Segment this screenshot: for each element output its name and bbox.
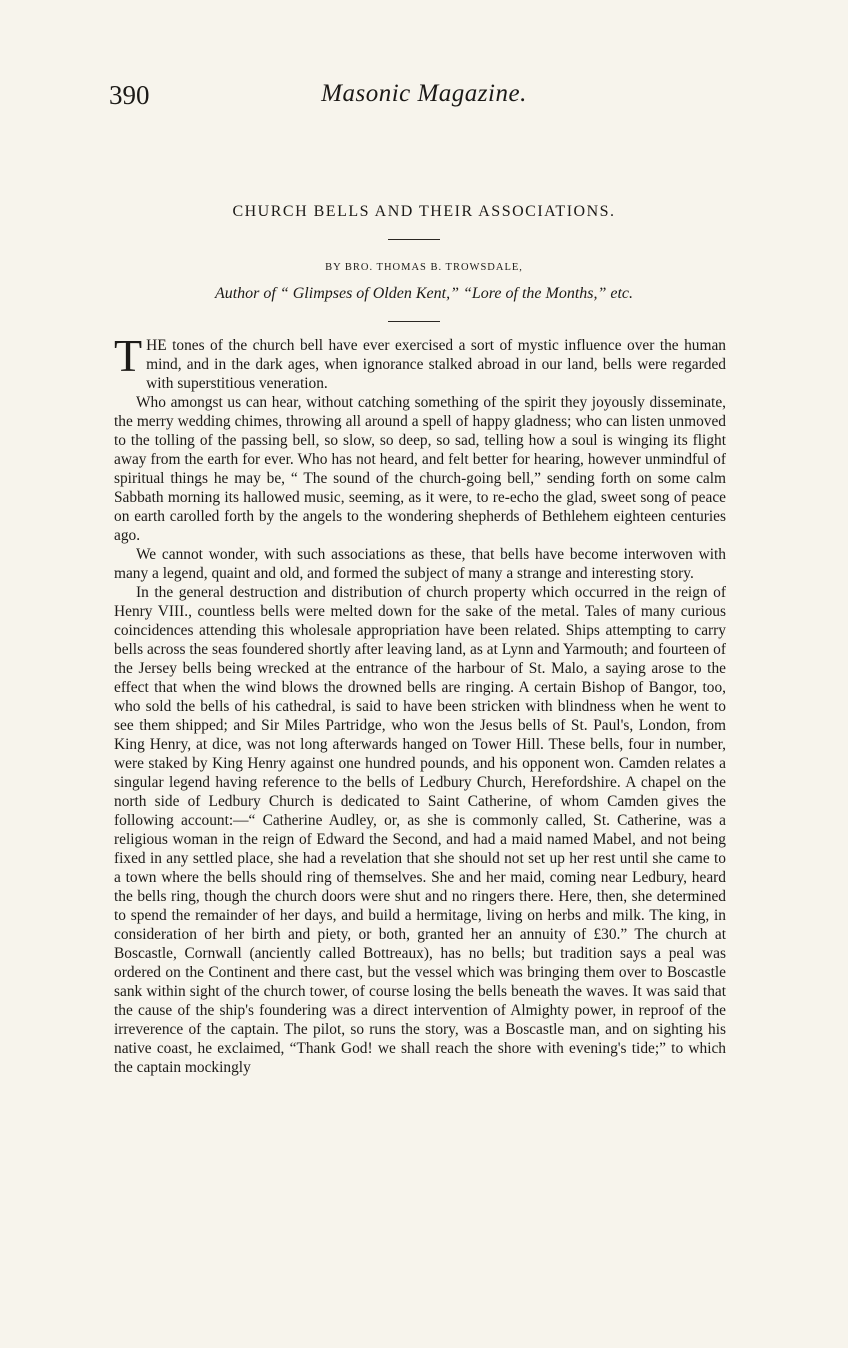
title-rule [388, 239, 440, 240]
author-credits: Author of “ Glimpses of Olden Kent,” “Lore of the Months,” etc. [214, 285, 634, 302]
article-body [114, 330, 726, 1077]
running-head [0, 80, 848, 120]
magazine-title: Masonic Magazine. [321, 80, 527, 107]
page-number: 390 [109, 80, 150, 110]
article-title: CHURCH BELLS AND THEIR ASSOCIATIONS. [232, 203, 616, 220]
drop-cap: T [114, 330, 143, 381]
paragraph-1 [114, 330, 726, 393]
author-byline: BY BRO. THOMAS B. TROWSDALE, [325, 262, 523, 273]
paragraph-3: We cannot wonder, with such associations as these, that bells have become interwoven with many a legend, quaint and old, and formed the subject of many a strange and interesting story. [114, 546, 726, 582]
paragraph-4: In the general destruction and distribution of church property which occurred in the reign of Henry VIII., countless bells were melted down for the sake of the metal. Tales of many curious coincidences attending this wholesale appropriation have been related. Ships attempting to carry bells across the seas foundered shortly after leaving land, as at Lynn and Yarmouth; and fourteen of the Jersey bells being wrecked at the entrance of the harbour of St. Malo, a saying arose to the effect that when the wind blows the drowned bells are ringing. A certain Bishop of Bangor, too, who sold the bells of his cathedral, is said to have been stricken with blindness when he went to see them shipped; and Sir Miles Partridge, who won the Jesus bells of St. Paul's, London, from King Henry, at dice, was not long afterwards hanged on Tower Hill. These bells, four in number, were staked by King Henry against one hundred pounds, and his opponent won. Camden relates a singular legend having reference to the bells of Ledbury Church, Herefordshire. A chapel on the north side of Ledbury Church is dedicated to Saint Catherine, of whom Camden gives the following account:—“ Catherine Audley, or, as she is commonly called, St. Catherine, was a religious woman in the reign of Edward the Second, and had a maid named Mabel, and not being fixed in any settled place, she had a revelation that she should not set up her rest until she came to a town where the bells should ring of themselves. She and her maid, coming near Ledbury, heard the bells ring, though the church doors were shut and no ringers there. Here, then, she determined to spend the remainder of her days, and build a hermitage, living on herbs and milk. The king, in consideration of her birth and piety, or both, granted her an annuity of £30.” The church at Boscastle, Cornwall (anciently called Bottreaux), has no bells; but tradition says a peal was ordered on the Continent and there cast, but the vessel which was bringing them over to Boscastle sank within sight of the church tower, of course losing the bells beneath the waves. It was said that the cause of the ship's foundering was a direct intervention of Almighty power, in reproof of the irreverence of the captain. The pilot, so runs the story, was a Boscastle man, and on sighting his native coast, he exclaimed, “Thank God! we shall reach the shore with evening's tide;” to which the captain mockingly [114, 584, 726, 1076]
byline-rule [388, 321, 440, 322]
paragraph-2: Who amongst us can hear, without catching something of the spirit they joyously disseminate, the merry wedding chimes, throwing all around a spell of happy gladness; who can listen unmoved to the tolling of the passing bell, so slow, so deep, so sad, telling how a soul is winging its flight away from the earth for ever. Who has not heard, and felt better for hearing, however unmindful of spiritual things he may be, “ The sound of the church-going bell,” sending forth on some calm Sabbath morning its hallowed music, seeming, as it were, to re-echo the glad, sweet song of peace on earth carolled forth by the angels to the wondering shepherds of Bethlehem eighteen centuries ago. [114, 394, 726, 544]
paragraph-1-text: HE tones of the church bell have ever exercised a sort of mystic influence over the human mind, and in the dark ages, when ignorance stalked abroad in our land, bells were regarded with superstitious veneration. [146, 337, 726, 392]
